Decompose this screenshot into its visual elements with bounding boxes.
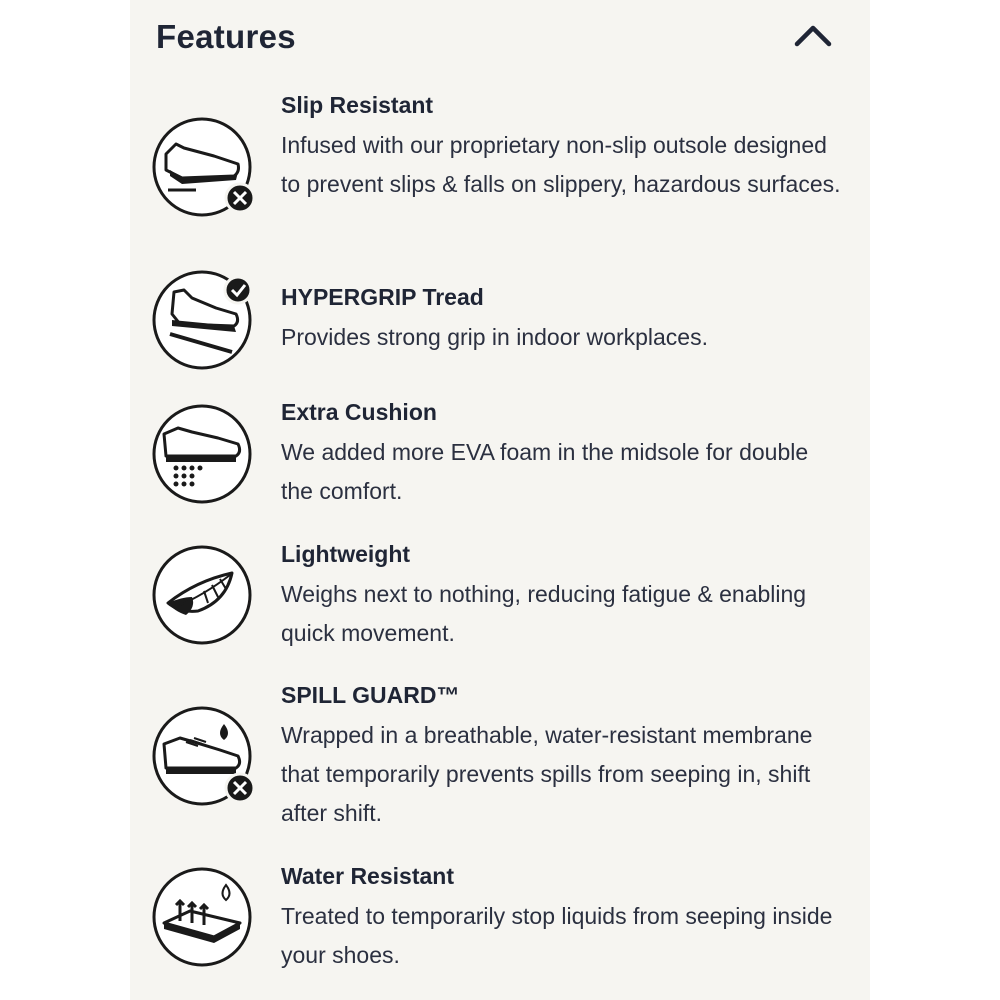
chevron-up-icon[interactable]	[790, 16, 836, 56]
feature-title: Slip Resistant	[281, 92, 434, 118]
check-badge-icon	[225, 277, 251, 303]
feature-description: Wrapped in a breathable, water-resistant membrane that temporarily prevents spills from seeping in, shift after shift.	[281, 722, 813, 826]
feature-title: HYPERGRIP Tread	[281, 284, 484, 310]
feature-description: Weighs next to nothing, reducing fatigue & enabling quick movement.	[281, 581, 807, 646]
feature-description: Infused with our proprietary non-slip outsole designed to prevent slips & falls on slippery, hazardous surfaces.	[281, 132, 841, 197]
feature-description: Treated to temporarily stop liquids from seeping inside your shoes.	[281, 903, 833, 968]
feature-title: Extra Cushion	[281, 399, 437, 425]
features-panel	[130, 0, 870, 1000]
feature-title: SPILL GUARD™	[281, 682, 460, 708]
feature-description: We added more EVA foam in the midsole for double the comfort.	[281, 439, 809, 504]
feature-title: Water Resistant	[281, 863, 454, 889]
section-title: Features	[156, 18, 296, 55]
hypergrip-tread-icon	[152, 268, 262, 378]
spill-guard-icon	[152, 706, 262, 816]
feature-title: Lightweight	[281, 541, 411, 567]
x-badge-icon	[226, 184, 254, 212]
feature-description: Provides strong grip in indoor workplaces.	[281, 324, 708, 350]
extra-cushion-icon	[152, 404, 262, 514]
water-resistant-icon	[152, 867, 262, 977]
slip-resistant-icon	[152, 114, 262, 224]
feather-icon	[152, 545, 262, 655]
features-section-header[interactable]	[156, 14, 836, 64]
x-badge-icon	[226, 774, 254, 802]
